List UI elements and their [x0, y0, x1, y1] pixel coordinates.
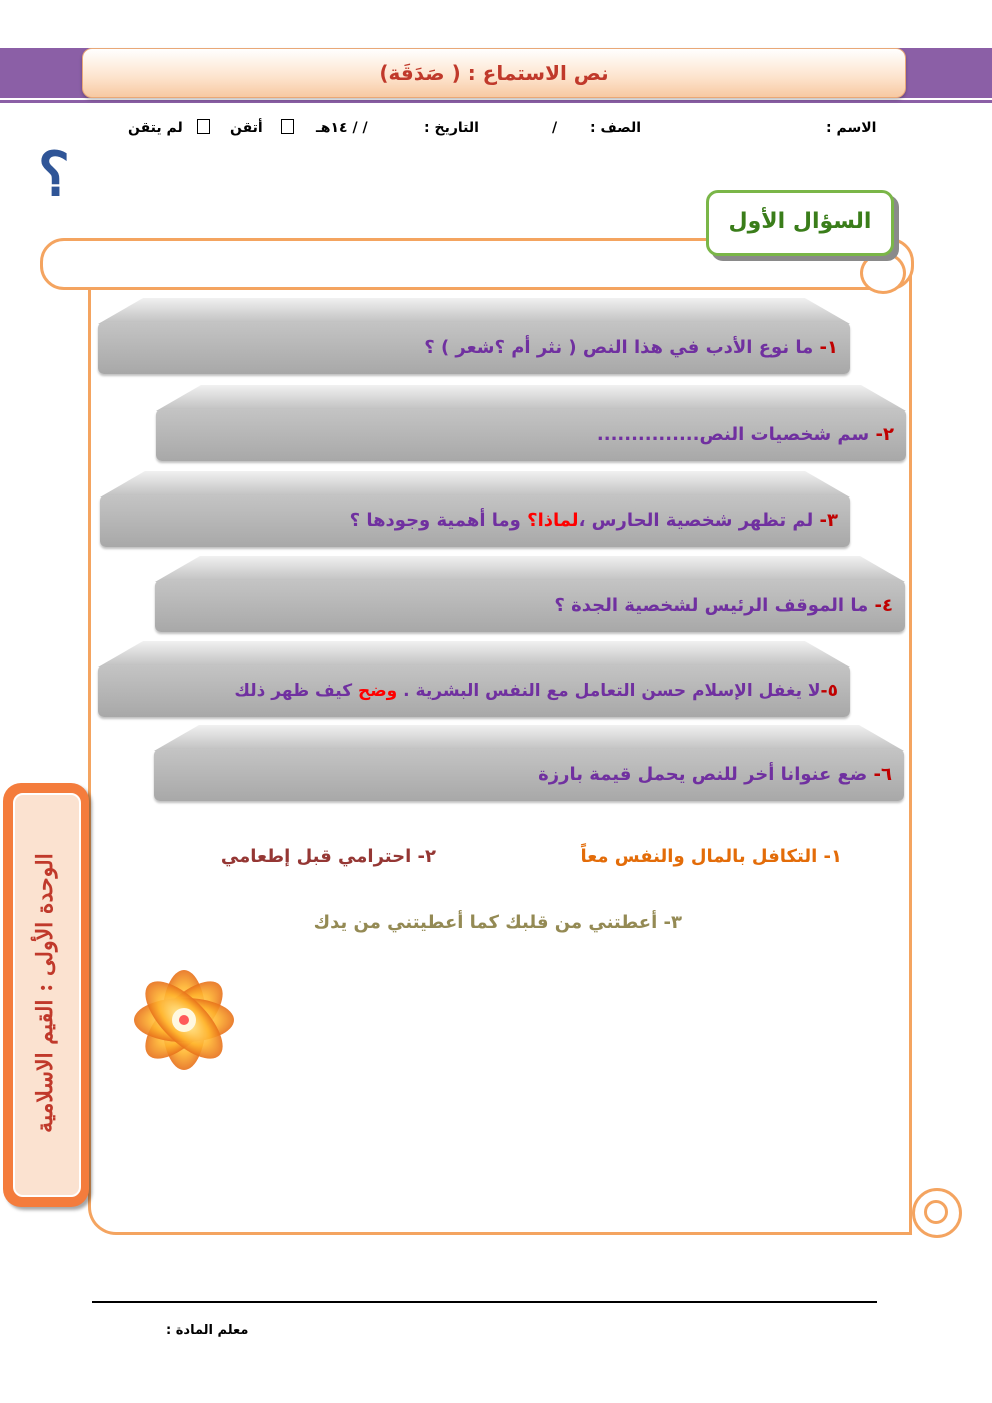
question-text: ١- ما نوع الأدب في هذا النص ( نثر أم ؟شعر ) ؟: [424, 337, 838, 358]
question-bar: [156, 385, 906, 461]
answer-3: ٣- أعطتني من قلبك كما أعطيتني من يدك: [313, 912, 682, 933]
question-highlight: وضح: [358, 681, 398, 701]
question-number: ٤-: [874, 595, 893, 616]
question-number: ٣-: [819, 510, 838, 531]
section-tab: [706, 190, 894, 256]
flower-icon: [132, 950, 242, 1090]
footer-line: [92, 1301, 877, 1303]
page-title: نص الاستماع : ( صَدَقَة): [379, 61, 609, 85]
question-text: ٤- ما الموقف الرئيس لشخصية الجدة ؟: [554, 595, 893, 616]
question-bar: [155, 556, 905, 632]
question-text: ٥-لا يغفل الإسلام حسن التعامل مع النفس البشرية . وضح كيف ظهر ذلك: [234, 681, 838, 701]
question-text: ٦- ضع عنوانا أخر للنص يحمل قيمة بارزة: [538, 764, 892, 785]
question-bar: [98, 298, 850, 374]
name-label: الاسم :: [826, 120, 877, 136]
not-mastered-label: لم يتقن: [128, 120, 183, 136]
question-number: ٢-: [875, 424, 894, 445]
section-title: السؤال الأول: [728, 209, 872, 234]
date-value: / / ١٤هـ: [316, 120, 368, 136]
question-text: ٢- سم شخصيات النص...............: [596, 424, 894, 445]
mastered-label: أتقن: [230, 120, 263, 136]
mastered-checkbox[interactable]: [273, 118, 302, 134]
unit-label: الوحدة الأولى : القيم الاسلامية: [32, 853, 58, 1133]
top-banner-line: [0, 100, 992, 103]
question-mark-icon: ؟: [38, 140, 70, 210]
class-label: الصف :: [590, 120, 641, 136]
title-box: [82, 48, 906, 98]
question-number: ٦-: [873, 764, 892, 785]
question-bar: [154, 725, 904, 801]
question-bar: [98, 641, 850, 717]
scroll-curl-top: [860, 252, 906, 294]
date-label: التاريخ :: [424, 120, 479, 136]
scroll-curl-bottom-inner: [924, 1200, 948, 1224]
answer-2: ٢- احترامي قبل إطعامي: [220, 846, 436, 867]
class-slash: /: [552, 120, 558, 136]
not-mastered-checkbox[interactable]: [189, 118, 218, 134]
answer-1: ١- التكافل بالمال والنفس معاً: [580, 846, 842, 867]
question-number: ٥-: [820, 681, 838, 701]
question-bar: [100, 471, 850, 547]
question-text: ٣- لم تظهر شخصية الحارس ،لماذا؟ وما أهمية وجودها ؟: [349, 510, 838, 531]
teacher-label: معلم المادة :: [166, 1323, 249, 1338]
question-highlight: لماذا؟: [527, 510, 579, 531]
question-number: ١-: [819, 337, 838, 358]
